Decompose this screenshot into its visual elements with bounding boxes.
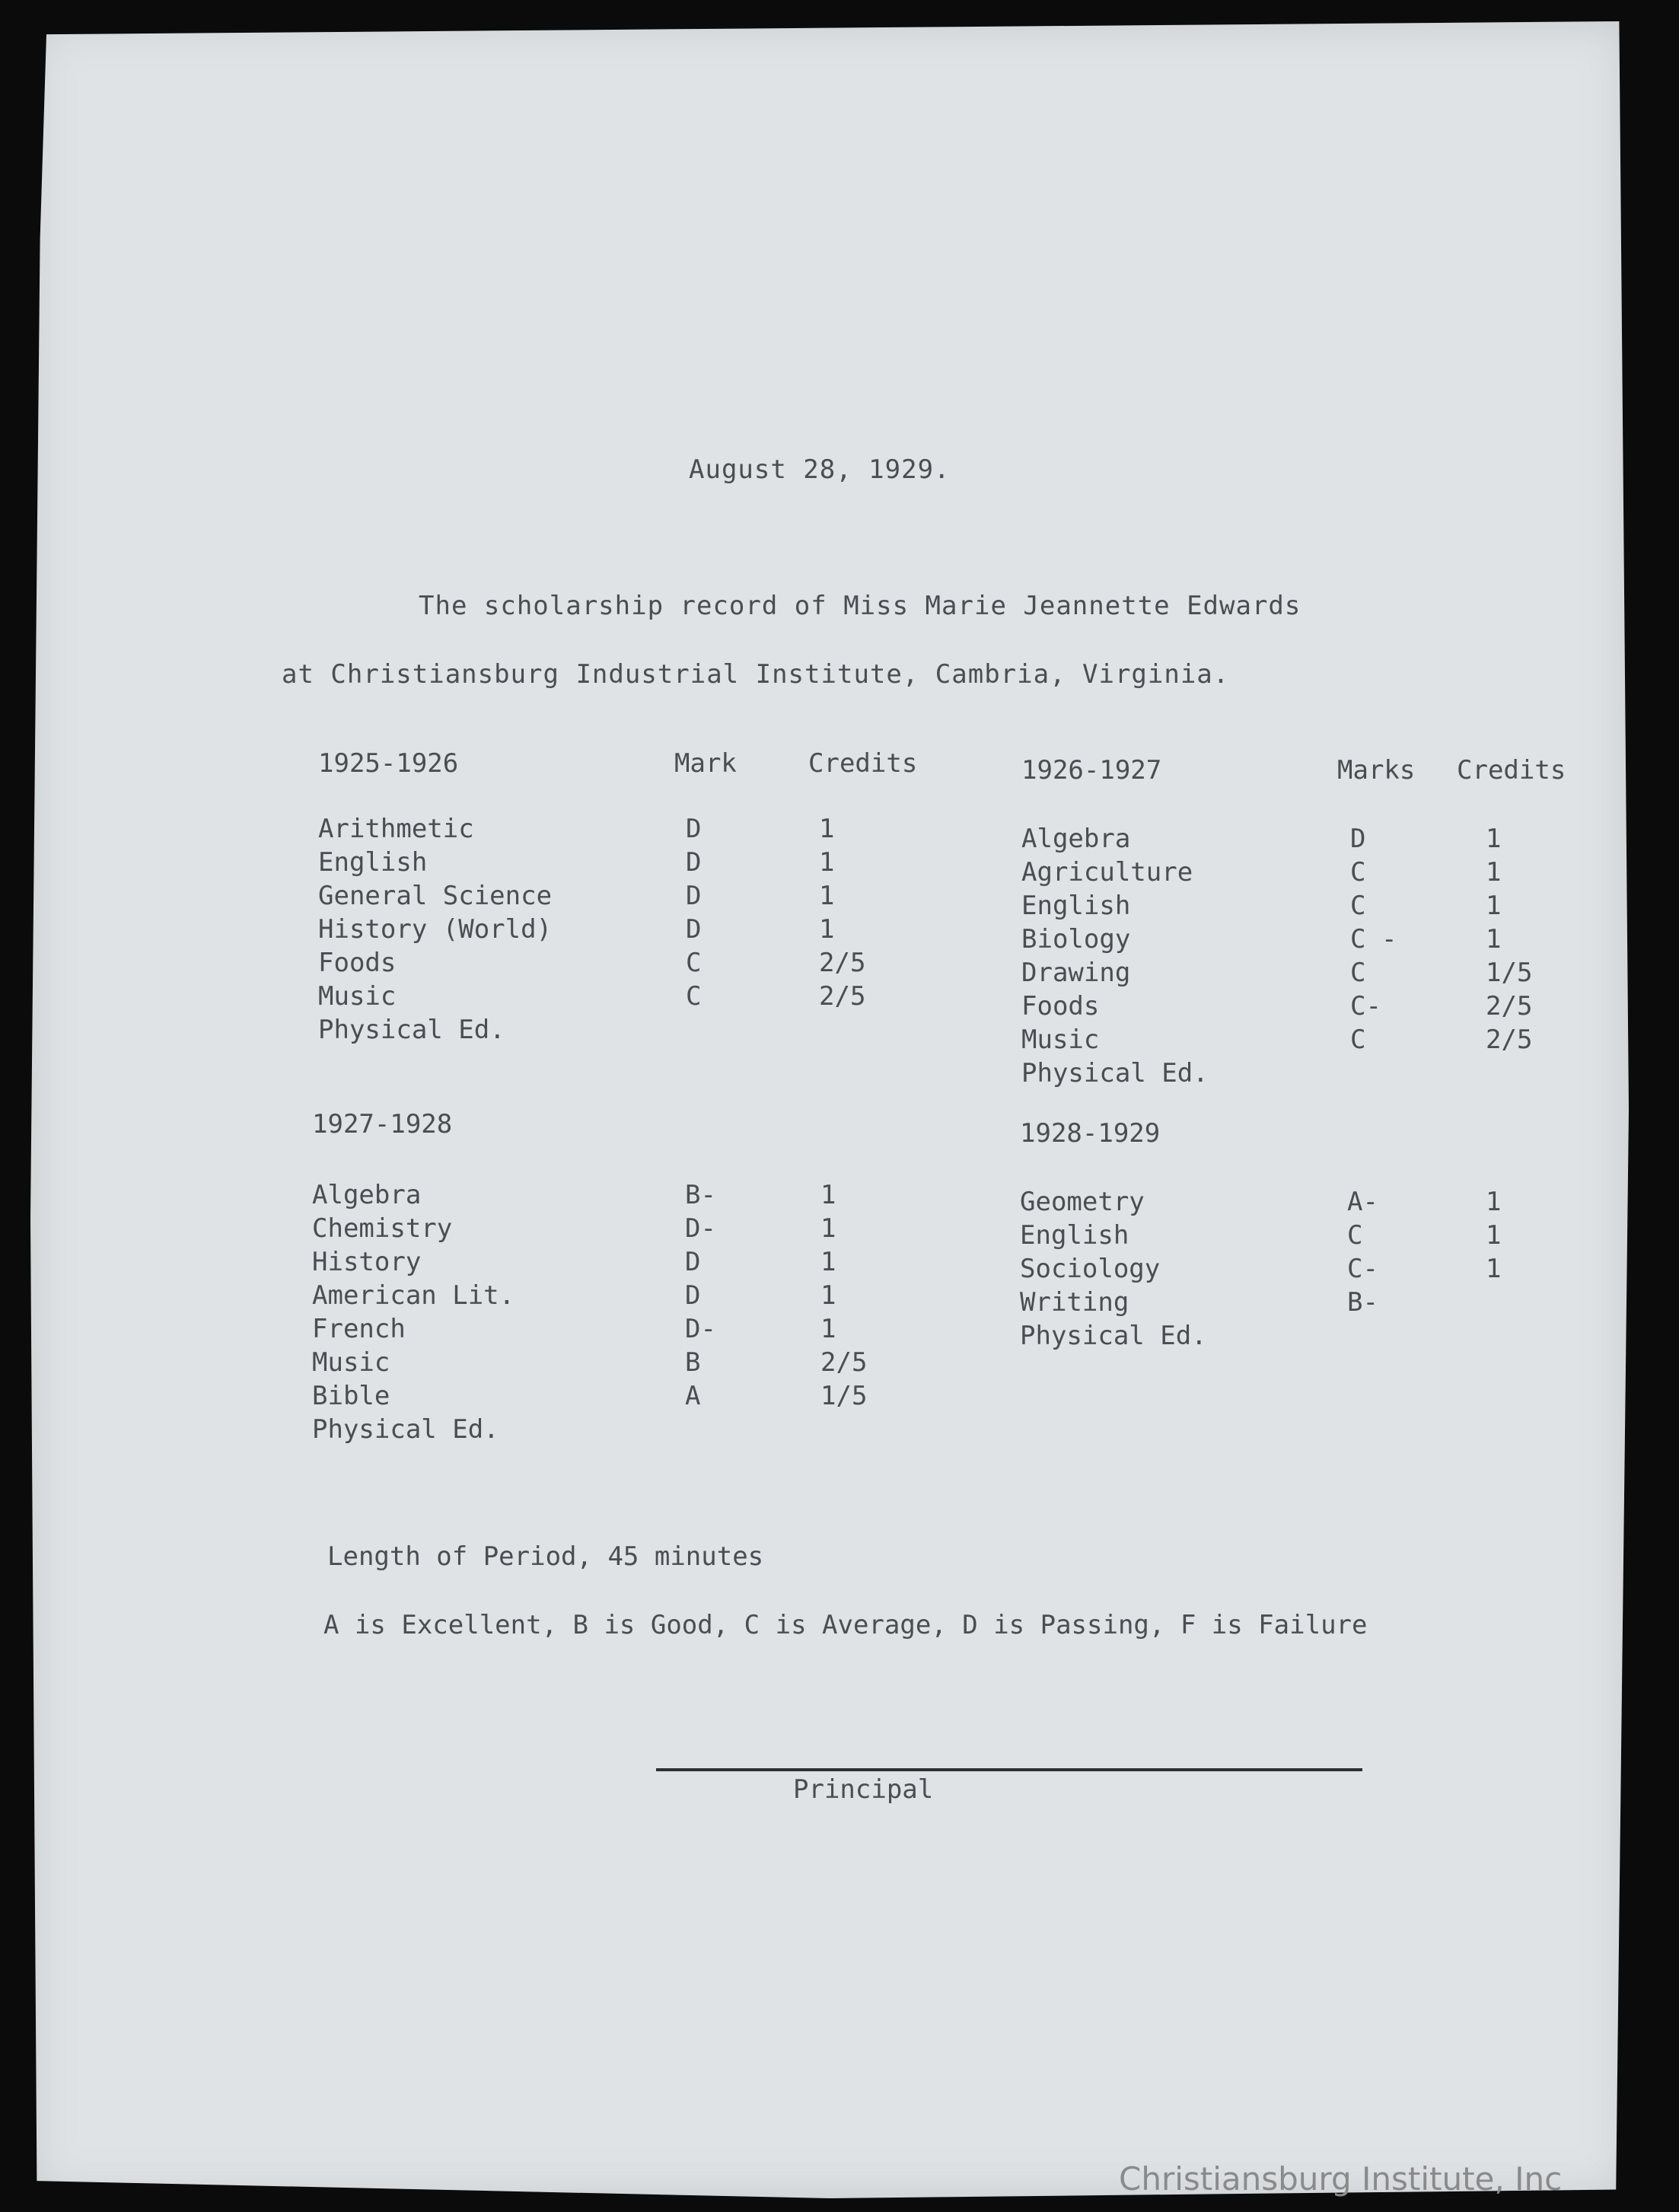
- course-row: [312, 1280, 997, 1314]
- course-credits: 1: [820, 1247, 836, 1277]
- course-subject: English: [1021, 891, 1131, 921]
- course-row: [318, 814, 1003, 847]
- course-mark: D: [1350, 824, 1366, 854]
- mark-column-header: Marks: [1337, 755, 1416, 786]
- course-subject: French: [312, 1314, 406, 1344]
- year-heading: 1927-1928: [312, 1109, 453, 1139]
- course-mark: D: [686, 847, 702, 878]
- course-credits: 1: [820, 1280, 836, 1311]
- course-subject: American Lit.: [312, 1280, 515, 1311]
- record-title-line-1: The scholarship record of Miss Marie Jeannette Edwards: [419, 591, 1301, 621]
- course-credits: 1: [819, 814, 835, 844]
- course-mark: B-: [1347, 1287, 1378, 1318]
- course-row: [1020, 1187, 1679, 1220]
- course-mark: D: [686, 914, 702, 945]
- course-mark: C: [1350, 958, 1366, 988]
- course-subject: History: [312, 1247, 422, 1277]
- course-mark: D-: [685, 1314, 716, 1344]
- grading-scale-note: A is Excellent, B is Good, C is Average, D is Passing, F is Failure: [323, 1610, 1368, 1640]
- course-row: [318, 1015, 1003, 1048]
- course-subject: Physical Ed.: [1021, 1058, 1209, 1088]
- course-subject: Geometry: [1020, 1187, 1145, 1217]
- course-subject: Writing: [1020, 1287, 1129, 1318]
- course-subject: Foods: [318, 948, 397, 978]
- archive-watermark: Christiansburg Institute, Inc: [1119, 2160, 1563, 2198]
- year-heading: 1925-1926: [318, 748, 459, 779]
- course-credits: 1: [820, 1213, 836, 1244]
- course-credits: 2/5: [1486, 991, 1533, 1022]
- mark-column-header: Mark: [674, 748, 737, 779]
- credits-column-header: Credits: [808, 748, 918, 779]
- year-heading: 1928-1929: [1020, 1118, 1161, 1149]
- course-mark: A: [685, 1381, 701, 1411]
- course-subject: Music: [312, 1347, 390, 1378]
- course-row: [312, 1347, 997, 1381]
- course-row: [1021, 958, 1679, 991]
- course-row: [1020, 1220, 1679, 1254]
- course-mark: D: [686, 814, 702, 844]
- course-subject: Sociology: [1020, 1254, 1161, 1284]
- course-row: [1021, 924, 1679, 958]
- course-mark: C-: [1350, 991, 1381, 1022]
- course-credits: 1/5: [1486, 958, 1533, 988]
- course-subject: English: [1020, 1220, 1129, 1251]
- course-mark: C: [686, 981, 702, 1012]
- document-date: August 28, 1929.: [689, 454, 951, 485]
- course-mark: C: [1350, 1025, 1366, 1055]
- course-credits: 1: [1486, 857, 1502, 888]
- course-row: [312, 1414, 997, 1448]
- course-credits: 1: [1486, 824, 1502, 854]
- course-row: [312, 1180, 997, 1213]
- course-subject: Arithmetic: [318, 814, 474, 844]
- course-row: [1021, 1058, 1679, 1092]
- course-mark: D: [685, 1280, 701, 1311]
- course-credits: 1: [819, 881, 835, 911]
- course-row: [312, 1247, 997, 1280]
- course-subject: Algebra: [312, 1180, 422, 1210]
- course-credits: 2/5: [819, 948, 866, 978]
- course-credits: 1: [1486, 1254, 1502, 1284]
- course-mark: C: [1350, 857, 1366, 888]
- course-subject: Chemistry: [312, 1213, 453, 1244]
- course-credits: 1: [1486, 1187, 1502, 1217]
- course-mark: C: [686, 948, 702, 978]
- course-subject: Physical Ed.: [1020, 1321, 1207, 1351]
- course-subject: Agriculture: [1021, 857, 1193, 888]
- course-row: [1021, 1025, 1679, 1058]
- course-mark: C-: [1347, 1254, 1378, 1284]
- course-subject: Music: [1021, 1025, 1100, 1055]
- course-credits: 2/5: [819, 981, 866, 1012]
- signature-line: [656, 1768, 1362, 1771]
- principal-signature-label: Principal: [793, 1774, 934, 1805]
- course-row: [318, 881, 1003, 914]
- course-mark: C -: [1350, 924, 1397, 955]
- course-credits: 2/5: [820, 1347, 868, 1378]
- course-subject: Foods: [1021, 991, 1100, 1022]
- course-row: [318, 914, 1003, 948]
- course-row: [1020, 1321, 1679, 1354]
- course-credits: 1: [1486, 1220, 1502, 1251]
- course-subject: Drawing: [1021, 958, 1131, 988]
- year-heading: 1926-1927: [1021, 755, 1162, 786]
- course-mark: D: [686, 881, 702, 911]
- paper-sheet: [30, 21, 1629, 2198]
- course-row: [318, 981, 1003, 1015]
- course-row: [1020, 1254, 1679, 1287]
- course-row: [318, 847, 1003, 881]
- course-subject: Physical Ed.: [312, 1414, 499, 1445]
- course-mark: B: [685, 1347, 701, 1378]
- course-subject: General Science: [318, 881, 553, 911]
- course-mark: C: [1350, 891, 1366, 921]
- course-credits: 2/5: [1486, 1025, 1533, 1055]
- course-row: [1020, 1287, 1679, 1321]
- record-title-line-2: at Christiansburg Industrial Institute, Cambria, Virginia.: [282, 659, 1230, 690]
- course-subject: Bible: [312, 1381, 390, 1411]
- course-mark: D-: [685, 1213, 716, 1244]
- course-row: [1021, 857, 1679, 891]
- course-subject: Biology: [1021, 924, 1131, 955]
- course-subject: Algebra: [1021, 824, 1131, 854]
- course-row: [312, 1213, 997, 1247]
- course-mark: B-: [685, 1180, 716, 1210]
- course-row: [1021, 891, 1679, 924]
- course-credits: 1: [819, 914, 835, 945]
- course-row: [1021, 824, 1679, 857]
- course-subject: History (World): [318, 914, 553, 945]
- course-subject: Music: [318, 981, 397, 1012]
- course-credits: 1: [820, 1180, 836, 1210]
- course-mark: A-: [1347, 1187, 1378, 1217]
- course-row: [312, 1381, 997, 1414]
- course-subject: Physical Ed.: [318, 1015, 505, 1045]
- course-credits: 1: [1486, 891, 1502, 921]
- course-credits: 1: [819, 847, 835, 878]
- course-row: [1021, 991, 1679, 1025]
- course-mark: C: [1347, 1220, 1363, 1251]
- period-length-note: Length of Period, 45 minutes: [327, 1541, 764, 1572]
- course-row: [318, 948, 1003, 981]
- course-credits: 1: [820, 1314, 836, 1344]
- course-row: [312, 1314, 997, 1347]
- course-credits: 1: [1486, 924, 1502, 955]
- credits-column-header: Credits: [1457, 755, 1566, 786]
- course-mark: D: [685, 1247, 701, 1277]
- course-subject: English: [318, 847, 428, 878]
- course-credits: 1/5: [820, 1381, 868, 1411]
